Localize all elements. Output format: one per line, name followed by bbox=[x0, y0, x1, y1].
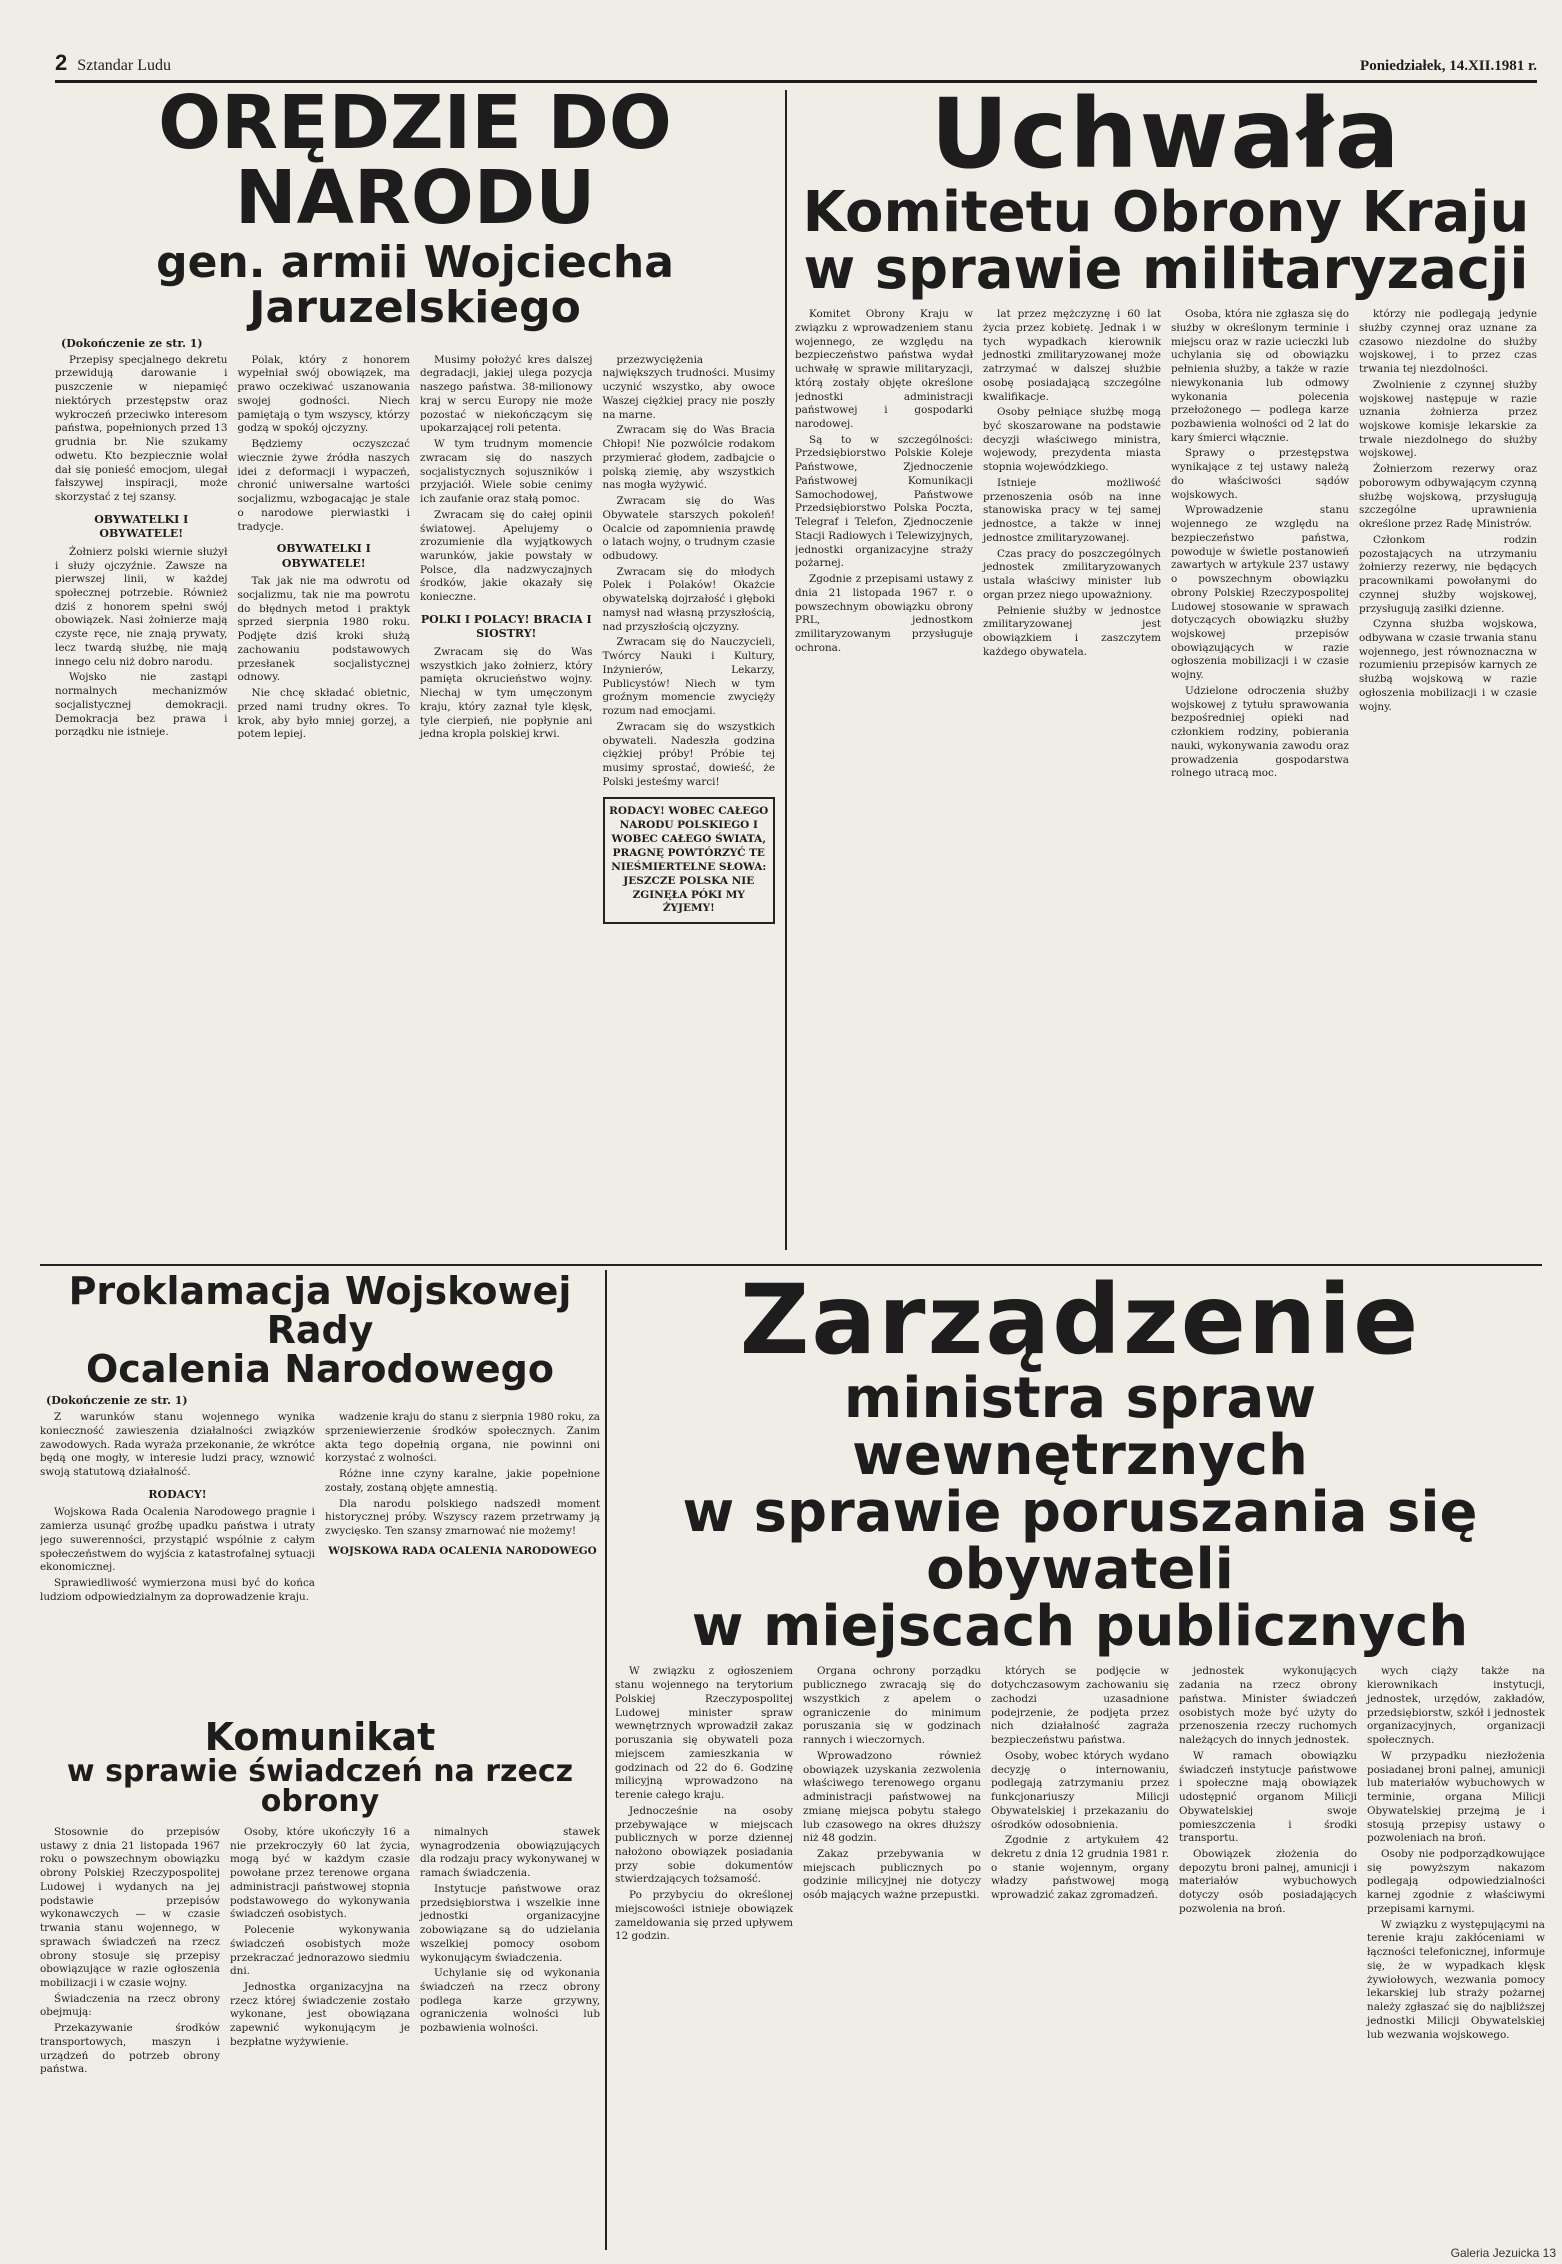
paragraph: Świadczenia na rzecz obrony obejmują: bbox=[40, 1992, 220, 2019]
article-oredzie-continuation-note: (Dokończenie ze str. 1) bbox=[61, 336, 203, 350]
article-uchwala-subheadline-2: w sprawie militaryzacji bbox=[803, 237, 1529, 303]
paragraph: Obowiązek złożenia do depozytu broni palnej, amunicji i materiałów wybuchowych dotyczy osób posiadających pozwolenia na broń. bbox=[1179, 1848, 1357, 1915]
paragraph: Po przybyciu do określonej miejscowości istnieje obowiązek zameldowania się przed upływem 12 godzin. bbox=[615, 1889, 793, 1943]
paragraph: Polak, który z honorem wypełniał swój obowiązek, ma prawo oczekiwać uszanowania swojej godności. Niech pamiętają o tym wszyscy, którzy godzą w spokój ojczyzny. bbox=[237, 353, 410, 435]
paragraph: Tak jak nie ma odwrotu od socjalizmu, tak nie ma powrotu do błędnych metod i praktyk sprzed sierpnia 1980 roku. Podjęte dziś kroki służą zachowaniu podstawowych przesłanek socjalistycznej odnowy. bbox=[237, 575, 410, 684]
paragraph: którzy nie podlegają jedynie służby czynnej oraz uznane za czasowo niezdolne do służby wojskowej, i to przez czas trwania tej niezdolności. bbox=[1359, 308, 1537, 376]
article-proklamacja-columns bbox=[40, 1411, 600, 1606]
paragraph: Osoby, wobec których wydano decyzję o internowaniu, podlegają zatrzymaniu przez funkcjonariuszy Milicji Obywatelskiej i przekazaniu do ośrodków odosobnienia. bbox=[991, 1749, 1169, 1831]
article-oredzie-col-2 bbox=[238, 354, 411, 927]
paragraph: lat przez mężczyznę i 60 lat życia przez kobietę. Jednak i w tych wypadkach kierownik jednostki zmilitaryzowanej może zatrzymać w dalszej służbie osobę posiadającą szczególne kwalifikacje. bbox=[983, 308, 1161, 403]
paragraph: Czynna służba wojskowa, odbywana w czasie trwania stanu wojennego, jest równoznaczna w rozumieniu przepisów karnych ze służbą wojskową w razie ogłoszenia mobilizacji i w czasie wojny. bbox=[1359, 618, 1537, 713]
paragraph: Są to w szczególności: Przedsiębiorstwo Polskie Koleje Państwowe, Zjednoczenie Państwowej Komunikacji Samochodowej, Państwowe Przedsiębiorstwo Polska Poczta, Telegraf i Telefon, Zjednoczenie Stacji Radiowych i Telewizyjnych, jednostki organizacyjne straży pożarnej. bbox=[795, 433, 973, 570]
paragraph: Członkom rodzin pozostających na utrzymaniu żołnierzy rezerwy, nie będących pracownikami powołanymi do czynnej służby wojskowej, przysługują zasiłki dzienne. bbox=[1359, 533, 1537, 615]
paragraph: Będziemy oczyszczać wiecznie żywe źródła naszych idei z deformacji i wypaczeń, chronić uniwersalne wartości socjalizmu, wzbogacając je stale o narodowe pierwiastki i tradycje. bbox=[237, 438, 410, 533]
column-divider bbox=[605, 1270, 607, 2250]
paragraph: Zwracam się do Was Obywatele starszych pokoleń! Ocalcie od zapomnienia prawdę o latach wojny, o trudnym czasie odbudowy. bbox=[602, 495, 775, 562]
article-zarzadzenie-subheadline-1: ministra spraw wewnętrznych bbox=[843, 1365, 1317, 1489]
section-heading: POLKI I POLACY! BRACIA I SIOSTRY! bbox=[420, 612, 592, 641]
paragraph: wych ciąży także na kierownikach instytucji, jednostek, urzędów, zakładów, przedsiębiorstw, szkół i jednostek organizacyjnych, organizacji społecznych. bbox=[1367, 1665, 1545, 1747]
paragraph: Osoby nie podporządkowujące się powyższym nakazom podlegają odpowiedzialności karnej zgodnie z właściwymi przepisami karnymi. bbox=[1367, 1848, 1545, 1915]
article-proklamacja-col-1 bbox=[40, 1411, 315, 1606]
paragraph: Wprowadzono również obowiązek uzyskania zezwolenia właściwego terenowego organu administracji państwowej na zmianę miejsca pobytu stałego lub czasowego na okres dłuższy niż 48 godzin. bbox=[803, 1749, 981, 1845]
section-heading: OBYWATELKI I OBYWATELE! bbox=[276, 542, 371, 570]
article-oredzie-subheadline: gen. armii Wojciecha Jaruzelskiego bbox=[156, 236, 674, 333]
article-zarzadzenie-col-3 bbox=[991, 1665, 1169, 2044]
issue-date: Poniedziałek, 14.XII.1981 r. bbox=[1360, 58, 1537, 74]
article-oredzie-columns bbox=[55, 354, 775, 927]
article-zarzadzenie-subheadline-3: w miejscach publicznych bbox=[691, 1594, 1469, 1660]
paragraph: Sprawiedliwość wymierzona musi być do końca ludziom odpowiedzialnym za doprowadzenie kraju. bbox=[40, 1577, 315, 1603]
paragraph: Zwracam się do młodych Polek i Polaków! Okażcie obywatelską dojrzałość i głęboki namysł nad własną przyszłością, nad przyszłością ojczyzny. bbox=[602, 565, 775, 633]
article-oredzie bbox=[55, 86, 775, 1258]
paragraph: Osoba, która nie zgłasza się do służby w określonym terminie i miejscu oraz w razie ucieczki lub uchylania się od obowiązku pełnienia służby, a także w razie niewykonania lub odmowy wykonania polecenia przełożonego — podlega karze pozbawienia wolności od 2 lat do kary śmierci włącznie. bbox=[1171, 308, 1349, 444]
paragraph: Zgodnie z artykułem 42 dekretu z dnia 12 grudnia 1981 r. o stanie wojennym, organy władzy państwowej mogą wprowadzić zakaz zgromadzeń. bbox=[991, 1834, 1169, 1902]
article-zarzadzenie-col-1 bbox=[615, 1665, 793, 2044]
paragraph: Żołnierzom rezerwy oraz poborowym odbywającym czynną służbę wojskową, przysługują szczególne uprawnienia określone przez Radę Ministrów. bbox=[1359, 463, 1537, 531]
paragraph: Udzielone odroczenia służby wojskowej z tytułu sprawowania bezpośredniej opieki nad członkiem rodziny, pobierania nauki, wykonywania zawodu oraz prowadzenia gospodarstwa rolnego utracą moc. bbox=[1171, 684, 1349, 780]
article-zarzadzenie-columns bbox=[615, 1665, 1545, 2044]
article-komunikat-col-1 bbox=[40, 1826, 220, 2079]
paragraph: Uchylanie się od wykonania świadczeń na rzecz obrony podlega karze grzywny, ograniczenia wolności lub pozbawienia wolności. bbox=[420, 1967, 600, 2035]
article-zarzadzenie-headline: Zarządzenie bbox=[739, 1272, 1421, 1376]
paper-name: Sztandar Ludu bbox=[77, 57, 171, 74]
article-uchwala-headline: Uchwała bbox=[930, 86, 1402, 190]
article-proklamacja-col-2 bbox=[325, 1411, 600, 1606]
paragraph: Nie chcę składać obietnic, przed nami trudny okres. To krok, aby było mniej gorzej, a potem lepiej. bbox=[237, 687, 410, 741]
article-oredzie-col-1 bbox=[55, 354, 228, 927]
article-oredzie-col-3 bbox=[420, 354, 593, 927]
paragraph: Stosownie do przepisów ustawy z dnia 21 listopada 1967 roku o powszechnym obowiązku obrony Polskiej Rzeczypospolitej Ludowej i wydanych na jej podstawie przepisów wykonawczych — w czasie trwania stanu wojennego, w sprawach świadczeń na rzecz obrony stosuje się przepisy obowiązujące w razie ogłoszenia mobilizacji i w czasie wojny. bbox=[40, 1825, 220, 1990]
paragraph: Organa ochrony porządku publicznego zwracają się do wszystkich z apelem o ograniczenie do minimum poruszania się w godzinach rannych i wieczornych. bbox=[803, 1665, 981, 1747]
article-komunikat-col-2 bbox=[230, 1826, 410, 2079]
paragraph: W tym trudnym momencie zwracam się do naszych socjalistycznych sojuszników i przyjaciół. Wiele sobie cenimy ich zaufanie oraz stałą pomoc. bbox=[420, 438, 593, 506]
article-oredzie-col-4 bbox=[603, 354, 776, 927]
paragraph: Istnieje możliwość przenoszenia osób na inne stanowiska pracy w tej samej jednostce, a także w innej jednostce zmilitaryzowanej. bbox=[983, 476, 1161, 544]
article-komunikat-col-3 bbox=[420, 1826, 600, 2079]
paragraph: wadzenie kraju do stanu z sierpnia 1980 roku, za sprzeniewierzenie środków społecznych. Zanim akta tego dopełnią organa, nie powinni oni korzystać z wolności. bbox=[325, 1411, 600, 1465]
paragraph: Różne inne czyny karalne, jakie popełnione zostały, zostaną objęte amnestią. bbox=[325, 1468, 600, 1494]
paragraph: W związku z występującymi na terenie kraju zakłóceniami w łączności telefonicznej, informuje się, że w wypadkach klęsk żywiołowych, wezwania pomocy lekarskiej lub straży pożarnej należy zgłaszać się do najbliższej jednostki Milicji Obywatelskiej lub wezwania wojskowego. bbox=[1367, 1918, 1545, 2041]
paragraph: Czas pracy do poszczególnych jednostek zmilitaryzowanych ustala właściwy minister lub organ przez niego upoważniony. bbox=[983, 547, 1161, 601]
paragraph: W ramach obowiązku świadczeń instytucje państwowe i społeczne mają obowiązek udostępnić organom Milicji Obywatelskiej swoje pomieszczenia i środki transportu. bbox=[1179, 1749, 1357, 1845]
paragraph: Z warunków stanu wojennego wynika konieczność zawieszenia działalności związków zawodowych. Rada wyraża przekonanie, że wkrótce będą one mogły, w interesie ludzi pracy, wznowić swoją statutową działalność. bbox=[40, 1411, 315, 1479]
paragraph: Dla narodu polskiego nadszedł moment historycznej próby. Wszyscy razem przetrwamy ją zwycięsko. Ten szansy zmarnować nie możemy! bbox=[325, 1497, 600, 1538]
paragraph: Zwolnienie z czynnej służby wojskowej następuje w razie uznania żołnierza przez wojskowe komisje lekarskie za trwale niezdolnego do służby wojskowej. bbox=[1359, 378, 1537, 460]
column-divider bbox=[785, 90, 787, 1250]
paragraph: Wojsko nie zastąpi normalnych mechanizmów socjalistycznej demokracji. Demokracja bez prawa i porządku nie istnieje. bbox=[55, 671, 228, 739]
article-uchwala-col-2 bbox=[983, 308, 1161, 783]
article-uchwala-col-4 bbox=[1359, 308, 1537, 783]
paragraph: Przepisy specjalnego dekretu przewidują darowanie i puszczenie w niepamięć niektórych przestępstw oraz wykroczeń przeciwko interesom państwa, popełnionych przed 13 grudnia br. Nie szukamy odwetu. Kto bezpiecznie wolał dał się ponieść emocjom, ulegał fałszywej inspiracji, może skorzystać z tej szansy. bbox=[55, 353, 228, 504]
paragraph: Zwracam się do Was Bracia Chłopi! Nie pozwólcie rodakom przymierać głodem, zadbajcie o polską ziemię, aby wszystkich nas mogła wyżywić. bbox=[602, 424, 775, 492]
paragraph: Przekazywanie środków transportowych, maszyn i urządzeń do potrzeb obrony państwa. bbox=[40, 2022, 220, 2076]
paragraph: Musimy położyć kres dalszej degradacji, jakiej ulega pozycja naszego państwa. 38-milionowy kraj w sercu Europy nie może pozostać w niekończącym się upokarzającej roli petenta. bbox=[420, 353, 593, 435]
paragraph: Osoby, które ukończyły 16 a nie przekroczyły 60 lat życia, mogą być w każdym czasie powołane przez terenowe organa administracji państwowej stopnia podstawowego do wykonywania świadczeń osobistych. bbox=[230, 1825, 410, 1921]
article-zarzadzenie bbox=[615, 1272, 1545, 2242]
paragraph: Jednocześnie na osoby przebywające w miejscach publicznych w porze dziennej nałożono obowiązek posiadania przy sobie dokumentów stwierdzających tożsamość. bbox=[615, 1804, 793, 1886]
article-uchwala-columns bbox=[795, 308, 1537, 783]
paragraph: Zwracam się do całej opinii światowej. Apelujemy o zrozumienie dla wyjątkowych warunków, jakie powstały w Polsce, dla nadzwyczajnych środków, jakie okazały się konieczne. bbox=[420, 508, 593, 604]
paragraph: Sprawy o przestępstwa wynikające z tej ustawy należą do właściwości sądów wojskowych. bbox=[1171, 447, 1349, 501]
paragraph: Zgodnie z przepisami ustawy z dnia 21 listopada 1967 r. o powszechnym obowiązku obrony PRL, jednostkom zmilitaryzowanym przysługuje ochrona. bbox=[795, 573, 973, 654]
article-komunikat bbox=[40, 1718, 600, 2258]
article-oredzie-headline: ORĘDZIE DO NARODU bbox=[158, 86, 672, 242]
masthead bbox=[55, 50, 1537, 83]
article-uchwala bbox=[795, 86, 1537, 1258]
paragraph: Zakaz przebywania w miejscach publicznych po godzinie milicyjnej nie dotyczy osób mających ważne przepustki. bbox=[803, 1848, 981, 1902]
paragraph: Zwracam się do Nauczycieli, Twórcy Nauki i Kultury, Inżynierów, Lekarzy, Publicystów! Niech w tym groźnym momencie zwycięży rozum nad emocjami. bbox=[602, 636, 775, 718]
paragraph: przezwyciężenia największych trudności. Musimy uczynić wszystko, aby owoce Waszej ciężkiej pracy nie poszły na marne. bbox=[602, 353, 775, 421]
article-uchwala-col-3 bbox=[1171, 308, 1349, 783]
boxed-appeal: RODACY! WOBEC CAŁEGO NARODU POLSKIEGO I WOBEC CAŁEGO ŚWIATA, PRAGNĘ POWTÓRZYĆ TE NIEŚMIERTELNE SŁOWA: JESZCZE POLSKA NIE ZGINĘŁA PÓKI MY ŻYJEMY! bbox=[603, 797, 776, 924]
section-heading: OBYWATELKI I OBYWATELE! bbox=[94, 512, 189, 541]
paragraph: nimalnych stawek wynagrodzenia obowiązujących dla rodzaju pracy wykonywanej w ramach świadczenia. bbox=[420, 1825, 600, 1880]
signature: WOJSKOWA RADA OCALENIA NARODOWEGO bbox=[328, 1544, 597, 1557]
paragraph: Polecenie wykonywania świadczeń osobistych może przekraczać jednorazowo siedmiu dni. bbox=[230, 1924, 410, 1978]
article-uchwala-subheadline: Komitetu Obrony Kraju bbox=[802, 179, 1530, 245]
paragraph: Wprowadzenie stanu wojennego ze względu na bezpieczeństwo państwa, powoduje w świetle postanowień zawartych w artykule 237 ustawy o powszechnym obowiązku obrony Polskiej Rzeczypospolitej Ludowej stosowanie w sprawach dotyczących obowiązku służby wojskowej przepisów obowiązujących w razie ogłoszenia mobilizacji i w czasie wojny. bbox=[1171, 504, 1349, 682]
page-number: 2 bbox=[55, 50, 68, 75]
paragraph: których se podjęcie w dotychczasowym zachowaniu się zachodzi uzasadnione podejrzenie, że podjęta przez nich działalność zagraża bezpieczeństwu państwa. bbox=[991, 1665, 1169, 1747]
paragraph: Osoby pełniące służbę mogą być skoszarowane na podstawie decyzji właściwego ministra, wojewody, prezydenta miasta stopnia wojewódzkiego. bbox=[983, 406, 1161, 474]
article-komunikat-subheadline: w sprawie świadczeń na rzecz obrony bbox=[66, 1753, 574, 1820]
paragraph: Pełnienie służby w jednostce zmilitaryzowanej jest obowiązkiem i zaszczytem każdego obywatela. bbox=[983, 604, 1161, 658]
section-divider bbox=[40, 1264, 1542, 1266]
section-heading: RODACY! bbox=[148, 1487, 207, 1501]
paragraph: Instytucje państwowe oraz przedsiębiorstwa i wszelkie inne jednostki organizacyjne zobowiązane są do udzielania wszelkiej pomocy osobom wykonującym świadczenia. bbox=[420, 1882, 600, 1964]
article-proklamacja-headline: Proklamacja Wojskowej Rady bbox=[68, 1272, 572, 1352]
paragraph: W przypadku niezłożenia posiadanej broni palnej, amunicji lub materiałów wybuchowych w terminie, organa Milicji Obywatelskiej przejmą je i stosują przepisy ustawy o pozwoleniach na broń. bbox=[1367, 1749, 1545, 1845]
paragraph: Zwracam się do Was wszystkich jako żołnierz, który pamięta okrucieństwo wojny. Niechaj w tym umęczonym kraju, który zaznał tyle klęsk, tyle cierpień, nie popłynie ani jedna kropla polskiej krwi. bbox=[420, 645, 593, 741]
paragraph: Wojskowa Rada Ocalenia Narodowego pragnie i zamierza usunąć groźbę upadku państwa i utraty jego suwerenności, przystąpić wspólnie z całym społeczeństwem do wyjścia z katastrofalnej sytuacji ekonomicznej. bbox=[40, 1506, 315, 1574]
paragraph: W związku z ogłoszeniem stanu wojennego na terytorium Polskiej Rzeczypospolitej Ludowej minister spraw wewnętrznych wprowadził zakaz poruszania się obywateli poza miejscem zamieszkania w godzinach od 22 do 6. Godzinę milicyjną wprowadzono na terenie całego kraju. bbox=[615, 1665, 793, 1802]
article-proklamacja-subheadline: Ocalenia Narodowego bbox=[85, 1346, 554, 1391]
article-zarzadzenie-col-5 bbox=[1367, 1665, 1545, 2044]
article-zarzadzenie-col-4 bbox=[1179, 1665, 1357, 2044]
paragraph: Jednostka organizacyjna na rzecz której świadczenie zostało wykonane, jest obowiązana zapewnić wykonującym je bezpłatne wyżywienie. bbox=[230, 1981, 410, 2048]
article-uchwala-col-1 bbox=[795, 308, 973, 783]
article-zarzadzenie-subheadline-2: w sprawie poruszania się obywateli bbox=[682, 1480, 1478, 1603]
article-zarzadzenie-col-2 bbox=[803, 1665, 981, 2044]
paragraph: Zwracam się do wszystkich obywateli. Nadeszła godzina ciężkiej próby! Próbie tej musimy sprostać, dowieść, że Polski jesteśmy warci! bbox=[602, 720, 775, 788]
paragraph: Komitet Obrony Kraju w związku z wprowadzeniem stanu wojennego, ze względu na bezpieczeństwo państwa wydał uchwałę w sprawie militaryzacji, którą zostały objęte określone jednostki administracji państwowej i gospodarki narodowej. bbox=[795, 308, 973, 430]
article-komunikat-columns bbox=[40, 1826, 600, 2079]
source-watermark: Galeria Jezuicka 13 bbox=[1450, 2246, 1556, 2260]
article-proklamacja-continuation-note: (Dokończenie ze str. 1) bbox=[46, 1394, 188, 1408]
article-komunikat-headline: Komunikat bbox=[204, 1718, 436, 1759]
paragraph: Żołnierz polski wiernie służył i służy ojczyźnie. Zawsze na pierwszej linii, w każdej społecznej potrzebie. Również dziś z honorem spełni swój obowiązek. Nasi żołnierze mają czyste ręce, nie znają prywaty, lecz twardą służbę, nie mają innego celu niż dobro narodu. bbox=[55, 545, 228, 668]
article-proklamacja bbox=[40, 1272, 600, 1712]
paragraph: jednostek wykonujących zadania na rzecz obrony państwa. Minister świadczeń osobistych może być użyty do przenoszenia rzeczy ruchomych należących do innych jednostek. bbox=[1179, 1665, 1357, 1747]
